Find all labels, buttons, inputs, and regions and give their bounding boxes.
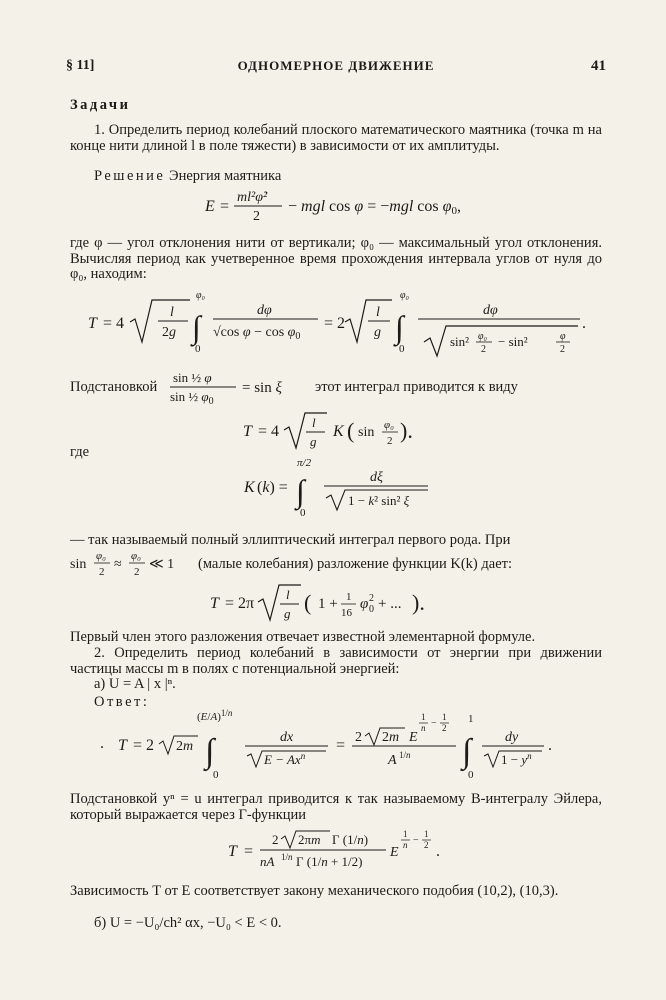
svg-text:1: 1	[442, 712, 447, 722]
answer-integral-formula	[0, 708, 666, 782]
solution-intro: Энергия маятника	[169, 168, 282, 184]
svg-text:Г (1/n): Г (1/n)	[332, 832, 369, 847]
svg-text:.: .	[548, 737, 552, 754]
svg-text:2: 2	[442, 723, 447, 733]
svg-text:.: .	[100, 735, 104, 752]
svg-text:≈: ≈	[114, 557, 122, 572]
svg-text:K: K	[333, 423, 344, 440]
svg-text:2: 2	[99, 566, 105, 578]
section-marker: § 11]	[66, 58, 95, 73]
svg-text:.: .	[582, 315, 586, 332]
svg-text:0: 0	[213, 769, 219, 781]
answer-label: Ответ:	[94, 694, 150, 710]
svg-text:g: g	[310, 434, 317, 449]
svg-text:1: 1	[468, 713, 474, 725]
svg-text:φ₀: φ₀	[96, 550, 106, 562]
svg-text:φ₀: φ₀	[478, 331, 488, 342]
svg-text:.: .	[436, 843, 440, 860]
svg-text:0: 0	[300, 507, 306, 519]
svg-text:=: =	[244, 843, 254, 860]
svg-text:=: =	[220, 198, 230, 215]
svg-text:).: ).	[400, 418, 413, 443]
svg-text:dφ: dφ	[483, 303, 498, 318]
svg-text:−: −	[431, 718, 437, 729]
svg-text:2: 2	[560, 344, 565, 355]
svg-text:∫: ∫	[296, 473, 305, 509]
svg-text:(: (	[347, 418, 355, 443]
svg-text:E: E	[205, 198, 215, 215]
svg-text:φ₀: φ₀	[384, 419, 394, 431]
svg-text:φ₀: φ₀	[400, 290, 410, 301]
svg-text:1: 1	[346, 591, 352, 603]
svg-text:dφ: dφ	[257, 303, 272, 318]
svg-text:0: 0	[399, 343, 405, 355]
svg-text:A: A	[388, 753, 397, 768]
problem2-case-b: б) U = −U₀/ch² αx, −U₀ < E < 0.	[94, 915, 282, 931]
beta-substitution-text: Подстановкой yⁿ = u интеграл приводится к так называемому B-интегралу Эйлера, который выражается через Г-функции	[70, 791, 602, 823]
svg-text:0: 0	[195, 343, 201, 355]
solution-line	[70, 169, 602, 185]
svg-text:E: E	[390, 845, 399, 860]
svg-text:Г (1/n + 1/2): Г (1/n + 1/2)	[296, 854, 363, 869]
svg-text:nA: nA	[260, 854, 275, 869]
svg-text:(: (	[304, 590, 312, 615]
svg-text:dξ: dξ	[370, 470, 383, 485]
svg-text:16: 16	[341, 607, 352, 619]
problem2-case-a: а) U = A | x |ⁿ.	[94, 676, 176, 692]
svg-text:φ₀: φ₀	[131, 550, 141, 562]
svg-text:1: 1	[421, 712, 426, 722]
svg-text:=: =	[336, 737, 346, 754]
svg-text:).: ).	[412, 590, 425, 615]
svg-text:E: E	[409, 730, 418, 745]
running-header	[66, 58, 606, 80]
where-label: где	[70, 444, 90, 460]
svg-text:sin: sin	[358, 425, 375, 440]
svg-text:sin ½ φ0: sin ½ $\varphi_0$	[170, 389, 214, 407]
svg-text:sin: sin	[70, 557, 87, 572]
substitution-suffix: этот интеграл приводится к виду	[315, 379, 518, 395]
svg-text:0: 0	[369, 604, 374, 615]
svg-text:dy: dy	[505, 730, 519, 745]
svg-text:π/2: π/2	[297, 457, 312, 469]
svg-text:∫: ∫	[192, 309, 201, 345]
svg-text:1 − k² sin² ξ: 1 − k² sin² ξ	[348, 493, 410, 508]
svg-text:dx: dx	[280, 730, 294, 745]
elliptic-description: — так называемый полный эллиптический интеграл первого рода. При	[70, 532, 511, 548]
similarity-law-text: Зависимость T от E соответствует закону механического подобия (10,2), (10,3).	[70, 883, 559, 899]
svg-text:g: g	[284, 606, 291, 621]
svg-text:φ: φ	[560, 331, 566, 342]
svg-text:l: l	[286, 587, 290, 602]
svg-text:1 − yn: $1 - y^n$	[501, 751, 532, 767]
problems-heading: Задачи	[70, 97, 131, 113]
page-number: 41	[591, 58, 606, 74]
svg-text:n: n	[403, 840, 408, 850]
svg-text:l: l	[376, 305, 380, 320]
svg-text:≪ 1: ≪ 1	[149, 557, 175, 572]
svg-text:= 4: = 4	[103, 315, 125, 332]
svg-text:l: l	[170, 305, 174, 320]
problem1-statement: 1. Определить период колебаний плоского математического маятника (точка m на конце нити длиной l в поле тяжести) в зависимости от их амплитуды.	[70, 122, 602, 154]
svg-text:E − Axn: $E - Ax^n$	[264, 751, 306, 767]
gamma-function-formula	[0, 826, 666, 874]
svg-text:ml²φ̇²: ml²φ̇²	[237, 190, 268, 205]
svg-text:n: n	[421, 723, 426, 733]
svg-text:= sin ξ: = sin ξ	[242, 380, 282, 396]
svg-text:2m: 2m	[382, 730, 400, 745]
svg-text:2m: 2m	[176, 739, 194, 754]
svg-text:T: T	[118, 737, 127, 754]
svg-text:K: K	[244, 479, 255, 496]
svg-text:T: T	[88, 315, 97, 332]
svg-text:∫: ∫	[462, 733, 472, 770]
problem2-statement: 2. Определить период колебаний в зависимости от энергии при движении частицы массы m в полях с потенциальной энергией:	[70, 645, 602, 677]
after-energy-text: где φ — угол отклонения нити от вертикали; φ₀ — максимальный угол отклонения. Вычисляя период как учетверенное время прохождения интервала углов от нуля до φ₀, находим:	[70, 235, 602, 282]
svg-text:T: T	[243, 423, 252, 440]
first-term-text: Первый член этого разложения отвечает известной элементарной формуле.	[70, 629, 536, 645]
svg-text:√cos φ − cos φ0: √cos $\varphi - \cos \varphi_0$	[213, 325, 301, 342]
svg-text:0: 0	[468, 769, 474, 781]
svg-text:2: 2	[387, 435, 393, 447]
svg-text:1/n: 1/n	[281, 852, 293, 862]
svg-text:l: l	[312, 415, 316, 430]
svg-text:2g: 2g	[162, 325, 176, 340]
svg-text:1: 1	[403, 829, 408, 839]
svg-text:2: 2	[134, 566, 140, 578]
svg-text:−: −	[413, 835, 419, 846]
svg-text:2: 2	[253, 209, 260, 224]
chapter-title: ОДНОМЕРНОЕ ДВИЖЕНИЕ	[237, 58, 435, 73]
svg-text:1 +: 1 +	[318, 596, 338, 612]
svg-text:2: 2	[481, 344, 486, 355]
svg-text:= 2: = 2	[324, 315, 346, 332]
svg-text:2πm: 2πm	[298, 832, 321, 847]
svg-text:g: g	[374, 325, 381, 340]
svg-text:2: 2	[272, 832, 279, 847]
substitution-prefix: Подстановкой	[70, 379, 158, 395]
svg-text:= 2π: = 2π	[225, 595, 255, 612]
elliptic-integral-definition	[0, 456, 666, 520]
svg-text:∫: ∫	[395, 309, 404, 345]
svg-text:= 4: = 4	[258, 423, 280, 440]
svg-text:(k) =: (k) =	[257, 479, 288, 496]
svg-text:+ ...: + ...	[378, 596, 402, 612]
period-integral-formula	[0, 286, 666, 360]
svg-text:∫: ∫	[205, 733, 215, 770]
svg-text:T: T	[228, 843, 237, 860]
solution-label: Решение	[94, 168, 166, 184]
svg-text:2: 2	[355, 730, 362, 745]
svg-text:= 2: = 2	[133, 737, 155, 754]
svg-text:2: 2	[369, 593, 374, 604]
svg-text:2: 2	[424, 840, 429, 850]
period-expansion-formula	[0, 580, 666, 626]
svg-text:1: 1	[424, 829, 429, 839]
energy-formula	[0, 186, 666, 226]
svg-text:− mgl cos φ = −mgl cos φ0,: − mgl cos φ = −mgl cos φ0,	[288, 198, 461, 217]
svg-text:sin²: sin²	[450, 334, 470, 349]
svg-text:T: T	[210, 595, 219, 612]
svg-text:sin ½ φ: sin ½ φ	[173, 370, 212, 385]
small-oscillation-text: (малые колебания) разложение функции K(k) дает:	[198, 556, 512, 572]
svg-text:φ₀: φ₀	[196, 290, 206, 301]
svg-text:(E/A)1/n: $(E/A)^{1/n}$	[197, 708, 233, 723]
svg-text:1/n: 1/n	[399, 750, 411, 760]
svg-text:− sin²: − sin²	[498, 334, 528, 349]
svg-text:φ: φ	[360, 596, 369, 612]
